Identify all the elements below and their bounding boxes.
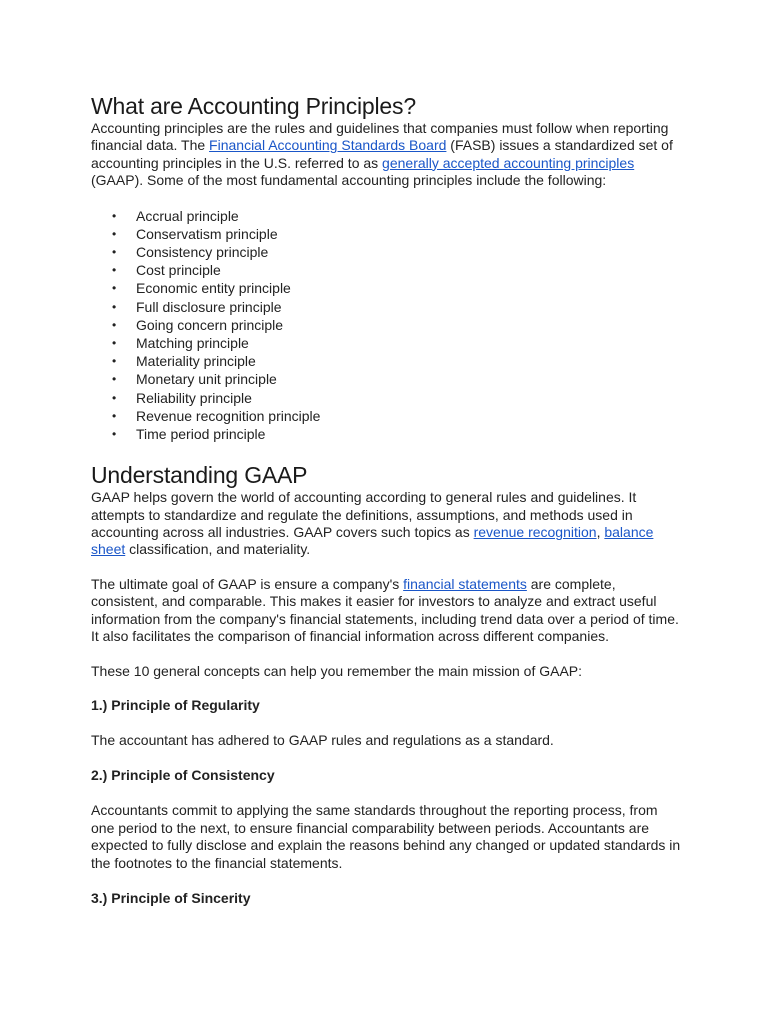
list-item-label: Monetary unit principle — [136, 371, 277, 388]
document-page — [91, 92, 681, 907]
concept-heading-consistency: 2.) Principle of Consistency — [91, 767, 275, 784]
heading-understanding-gaap: Understanding GAAP — [91, 462, 308, 489]
principles-list — [91, 207, 681, 444]
list-item-label: Matching principle — [136, 335, 249, 352]
concept-heading-sincerity: 3.) Principle of Sincerity — [91, 889, 251, 906]
concept-text-regularity: The accountant has adhered to GAAP rules and regulations as a standard. — [91, 731, 554, 748]
list-item — [91, 352, 681, 370]
list-item — [91, 334, 681, 352]
list-item — [91, 370, 681, 388]
bullet-icon: • — [112, 263, 117, 278]
gaap-paragraph-2 — [91, 576, 681, 646]
bullet-icon: • — [112, 354, 117, 369]
para1-text-3: classification, and materiality. — [125, 541, 311, 558]
link-revenue-recognition[interactable]: revenue recognition — [473, 524, 597, 541]
para2-text-2: are complete, consistent, and comparable. This makes it easier for investors to analyze and extract useful information from the company's financial statements, including trend data over a period of time. It also facilitates the comparison of financial information across different companies. — [91, 575, 679, 645]
link-fasb[interactable]: Financial Accounting Standards Board — [209, 137, 447, 154]
list-item — [91, 389, 681, 407]
list-item — [91, 207, 681, 225]
list-item-label: Accrual principle — [136, 207, 239, 224]
bullet-icon: • — [112, 336, 117, 351]
list-item-label: Full disclosure principle — [136, 298, 282, 315]
concept-heading-regularity: 1.) Principle of Regularity — [91, 696, 260, 713]
bullet-icon: • — [112, 208, 117, 223]
list-item — [91, 243, 681, 261]
list-item — [91, 407, 681, 425]
bullet-icon: • — [112, 372, 117, 387]
para1-text-1: GAAP helps govern the world of accounting according to general rules and guidelines. It attempts to standardize and regulate the definitions, assumptions, and methods used in accounting across all industries. GAAP covers such topics as — [91, 489, 637, 541]
list-item — [91, 261, 681, 279]
gaap-paragraph-1 — [91, 489, 681, 559]
list-item-label: Time period principle — [136, 426, 266, 443]
intro-text-2: (FASB) issues a standardized set of accounting principles in the U.S. referred to as — [91, 137, 673, 171]
bullet-icon: • — [112, 317, 117, 332]
bullet-icon: • — [112, 245, 117, 260]
intro-text-1: Accounting principles are the rules and guidelines that companies must follow when reporting financial data. The — [91, 120, 669, 154]
list-item — [91, 425, 681, 443]
intro-text-3: (GAAP). Some of the most fundamental accounting principles include the following: — [91, 172, 607, 189]
list-item — [91, 279, 681, 297]
list-item-label: Materiality principle — [136, 353, 256, 370]
para2-text-1: The ultimate goal of GAAP is ensure a company's — [91, 575, 404, 592]
link-balance-sheet[interactable]: balance sheet — [91, 524, 654, 558]
link-gaap[interactable]: generally accepted accounting principles — [382, 154, 635, 171]
bullet-icon: • — [112, 427, 117, 442]
bullet-icon: • — [112, 390, 117, 405]
bullet-icon: • — [112, 281, 117, 296]
bullet-icon: • — [112, 408, 117, 423]
list-item-label: Consistency principle — [136, 244, 269, 261]
list-item-label: Going concern principle — [136, 316, 284, 333]
list-item-label: Revenue recognition principle — [136, 407, 321, 424]
list-item-label: Reliability principle — [136, 389, 252, 406]
bullet-icon: • — [112, 299, 117, 314]
list-item-label: Cost principle — [136, 262, 221, 279]
bullet-icon: • — [112, 226, 117, 241]
list-item-label: Economic entity principle — [136, 280, 291, 297]
heading-accounting-principles: What are Accounting Principles? — [91, 93, 416, 119]
list-item — [91, 225, 681, 243]
gaap-paragraph-3: These 10 general concepts can help you remember the main mission of GAAP: — [91, 662, 583, 679]
link-financial-statements[interactable]: financial statements — [403, 575, 527, 592]
intro-paragraph — [91, 120, 681, 190]
list-item-label: Conservatism principle — [136, 225, 278, 242]
para1-text-2: , — [596, 524, 605, 541]
list-item — [91, 298, 681, 316]
concept-text-consistency: Accountants commit to applying the same standards throughout the reporting process, from one period to the next, to ensure financial comparability between periods. Accountants are expected to fully disclose and explain the reasons behind any changed or updated standards in the footnotes to the financial statements. — [91, 802, 681, 871]
list-item — [91, 316, 681, 334]
